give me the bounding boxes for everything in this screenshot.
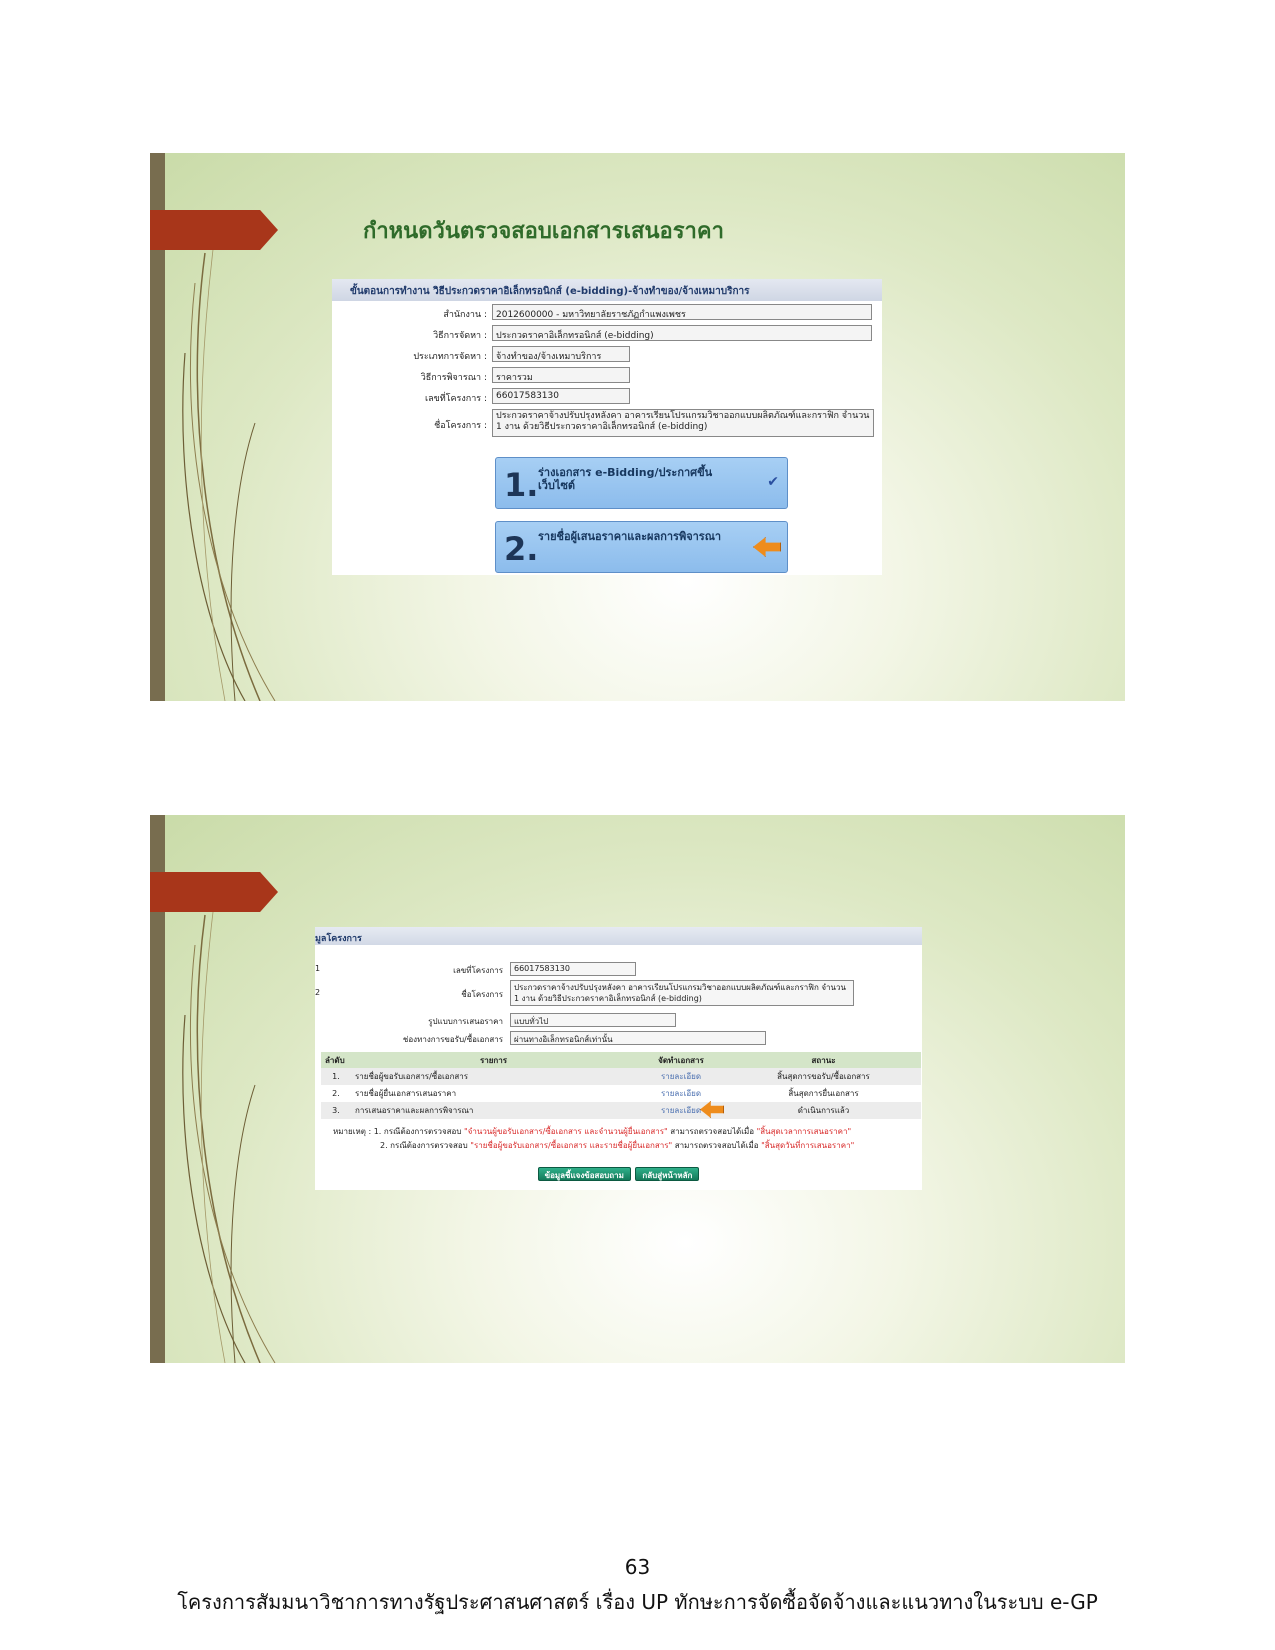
note-text: สามารถตรวจสอบได้เมื่อ [670, 1127, 755, 1136]
table-header-row [321, 1052, 921, 1068]
field-bid-format [315, 1013, 915, 1028]
note-prefix: หมายเหตุ : [333, 1127, 372, 1136]
document-status-table [321, 1052, 921, 1119]
page-number: 63 [624, 1555, 651, 1579]
slide-2 [150, 815, 1125, 1363]
note-text: 1. กรณีต้องการตรวจสอบ [373, 1127, 462, 1136]
project-number-value: 66017583130 [510, 962, 636, 976]
type-value: จ้างทำของ/จ้างเหมาบริการ [492, 346, 630, 362]
document-channel-value: ผ่านทางอิเล็กทรอนิกส์เท่านั้น [510, 1031, 766, 1045]
row-item: รายชื่อผู้ยื่นเอกสารเสนอราคา [355, 1089, 457, 1098]
step-number: 2. [504, 530, 539, 568]
field-project-name [332, 409, 882, 439]
row-status: สิ้นสุดการขอรับ/ซื้อเอกสาร [726, 1068, 921, 1085]
page-footer: โครงการสัมมนาวิชาการทางรัฐประศาสนศาสตร์ เรื่อง UP ทักษะการจัดซื้อจัดจ้างและแนวทางในระบบ e-GP [177, 1590, 1098, 1614]
field-label: วิธีการพิจารณา : [420, 373, 487, 383]
back-to-home-button[interactable]: กลับสู่หน้าหลัก [635, 1167, 699, 1181]
orange-arrow-left-icon [700, 1101, 724, 1118]
consideration-value: ราคารวม [492, 367, 630, 383]
table-row [321, 1068, 921, 1085]
row-item: การเสนอราคาและผลการพิจารณา [351, 1102, 636, 1119]
field-consideration [332, 367, 882, 384]
note-highlight: "สิ้นสุดวันที่การเสนอราคา" [761, 1141, 855, 1150]
check-pen-icon: ✔ [767, 474, 779, 490]
field-office [332, 304, 882, 321]
table-row [321, 1085, 921, 1102]
title-arrow-tab [150, 210, 278, 250]
project-name-value: ประกวดราคาจ้างปรับปรุงหลังคา อาคารเรียนโปรแกรมวิชาออกแบบผลิตภัณฑ์และกราฟิก จำนวน 1 งาน ด้วยวิธีประกวดราคาอิเล็กทรอนิกส์ (e-bidding) [492, 409, 874, 437]
step-2-bidders-results-button[interactable] [495, 521, 788, 573]
panel-buttons [315, 1167, 922, 1181]
note-line-1 [333, 1125, 851, 1138]
detail-link[interactable]: รายละเอียด [660, 1089, 702, 1098]
row-no: 2. [332, 1089, 340, 1098]
project-info-panel [315, 927, 922, 1190]
note-highlight: "สิ้นสุดเวลาการเสนอราคา" [756, 1127, 852, 1136]
step-1-draft-document-button[interactable] [495, 457, 788, 509]
field-label: ประเภทการจัดหา : [413, 352, 487, 362]
bid-format-value: แบบทั่วไป [510, 1013, 676, 1027]
detail-link[interactable]: รายละเอียด [636, 1068, 726, 1085]
header-status: สถานะ [726, 1052, 921, 1068]
step-label: รายชื่อผู้เสนอราคาและผลการพิจารณา [538, 530, 722, 543]
header-item: รายการ [351, 1052, 636, 1068]
row-no: 3. [321, 1102, 351, 1119]
field-project-name [315, 980, 915, 1008]
inquiry-info-button[interactable]: ข้อมูลชี้แจงข้อสอบถาม [538, 1167, 631, 1181]
note-text: สามารถตรวจสอบได้เมื่อ [674, 1141, 759, 1150]
header-no: ลำดับ [321, 1052, 351, 1068]
slide-title: กำหนดวันตรวจสอบเอกสารเสนอราคา [363, 219, 724, 244]
field-label: เลขที่โครงการ [453, 966, 503, 975]
field-label: ช่องทางการขอรับ/ซื้อเอกสาร [402, 1035, 503, 1044]
slide-1 [150, 153, 1125, 701]
field-label: ชื่อโครงการ : [434, 421, 487, 431]
panel-header: ขั้นตอนการทำงาน วิธีประกวดราคาอิเล็กทรอนิกส์ (e-bidding)-จ้างทำของ/จ้างเหมาบริการ [332, 279, 882, 301]
note-highlight: "จำนวนผู้ขอรับเอกสาร/ซื้อเอกสาร และจำนวนผู้ยื่นเอกสาร" [463, 1127, 668, 1136]
note-highlight: "รายชื่อผู้ขอรับเอกสาร/ซื้อเอกสาร และรายชื่อผู้ยื่นเอกสาร" [470, 1141, 673, 1150]
row-status: สิ้นสุดการยื่นเอกสาร [788, 1089, 859, 1098]
field-method [332, 325, 882, 342]
field-label: สำนักงาน : [443, 310, 487, 320]
project-name-value: ประกวดราคาจ้างปรับปรุงหลังคา อาคารเรียนโปรแกรมวิชาออกแบบผลิตภัณฑ์และกราฟิก จำนวน 1 งาน ด้วยวิธีประกวดราคาอิเล็กทรอนิกส์ (e-bidding) [510, 980, 854, 1006]
field-index: 2 [315, 988, 321, 997]
row-status: ดำเนินการแล้ว [726, 1102, 921, 1119]
detail-link[interactable]: รายละเอียด [660, 1106, 702, 1115]
header-document: จัดทำเอกสาร [636, 1052, 726, 1068]
field-type [332, 346, 882, 363]
office-value: 2012600000 - มหาวิทยาลัยราชภัฏกำแพงเพชร [492, 304, 872, 320]
orange-arrow-left-icon [753, 537, 781, 557]
row-no: 1. [321, 1068, 351, 1085]
step-label: ร่างเอกสาร e-Bidding/ประกาศขึ้นเว็บไซต์ [538, 466, 713, 492]
field-label: รูปแบบการเสนอราคา [428, 1017, 503, 1026]
step-number: 1. [504, 466, 539, 504]
panel-header: มูลโครงการ [315, 927, 922, 945]
note-line-2 [380, 1139, 854, 1152]
method-value: ประกวดราคาอิเล็กทรอนิกส์ (e-bidding) [492, 325, 872, 341]
note-text: 2. กรณีต้องการตรวจสอบ [380, 1141, 468, 1150]
field-document-channel [315, 1031, 915, 1046]
field-index: 1 [315, 964, 321, 973]
field-project-number [315, 962, 915, 977]
row-item: รายชื่อผู้ขอรับเอกสาร/ซื้อเอกสาร [351, 1068, 636, 1085]
project-number-value: 66017583130 [492, 388, 630, 404]
field-label: เลขที่โครงการ : [425, 394, 487, 404]
detail-link-cell[interactable] [636, 1102, 726, 1119]
title-arrow-tab [150, 872, 278, 912]
field-label: ชื่อโครงการ [461, 990, 503, 999]
procurement-steps-panel [332, 279, 882, 575]
field-label: วิธีการจัดหา : [433, 331, 487, 341]
field-project-number [332, 388, 882, 405]
table-row [321, 1102, 921, 1119]
